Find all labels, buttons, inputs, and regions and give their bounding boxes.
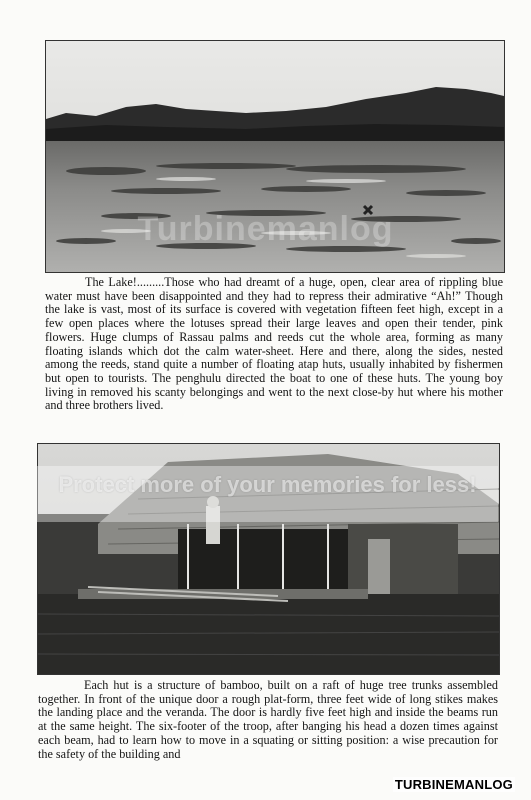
hut-paragraph: Each hut is a structure of bamboo, built on a raft of huge tree trunks assembled together. In front of the unique door a rough plat-form, three feet wide of long stikes makes the landing place and the veranda. The door is hardly five feet high and inside the beams run at the same height. The six-footer of the troop, after banging his head a dozen times against each beam, had to learn how to move in a squating or sitting position: a wise precaution for the safety of the building and xyxy=(38,678,498,761)
lake-photo xyxy=(45,40,505,273)
lake-photo-image xyxy=(46,41,504,272)
credit-watermark: TURBINEMANLOG xyxy=(394,777,513,792)
lake-paragraph: The Lake!.........Those who had dreamt of a huge, open, clear area of rippling blue water must have been disappointed and they had to repress their admirative “Ah!” Though the lake is vast, most of its surface is covered with vegetation fifteen feet high, except in a few open places where the lotuses spread their large leaves and open their tender, pink flowers. Huge clumps of Rassau palms and reeds cut the whole area, forming as many floating islands which dot the calm water-sheet. Here and there, along the sides, nested among the reeds, stand quite a number of floating atap huts, usually inhabited by fishermen but open to tourists. The penghulu directed the boat to one of these huts. The young boy living in removed his scanty belongings and went to the next close-by hut where his mother and three brothers lived. xyxy=(45,275,503,413)
watermark-banner xyxy=(37,466,498,522)
watermark-text-2: Protect more of your memories for less! xyxy=(58,472,477,497)
watermark-text-1: Turbinemanlog xyxy=(137,210,394,248)
